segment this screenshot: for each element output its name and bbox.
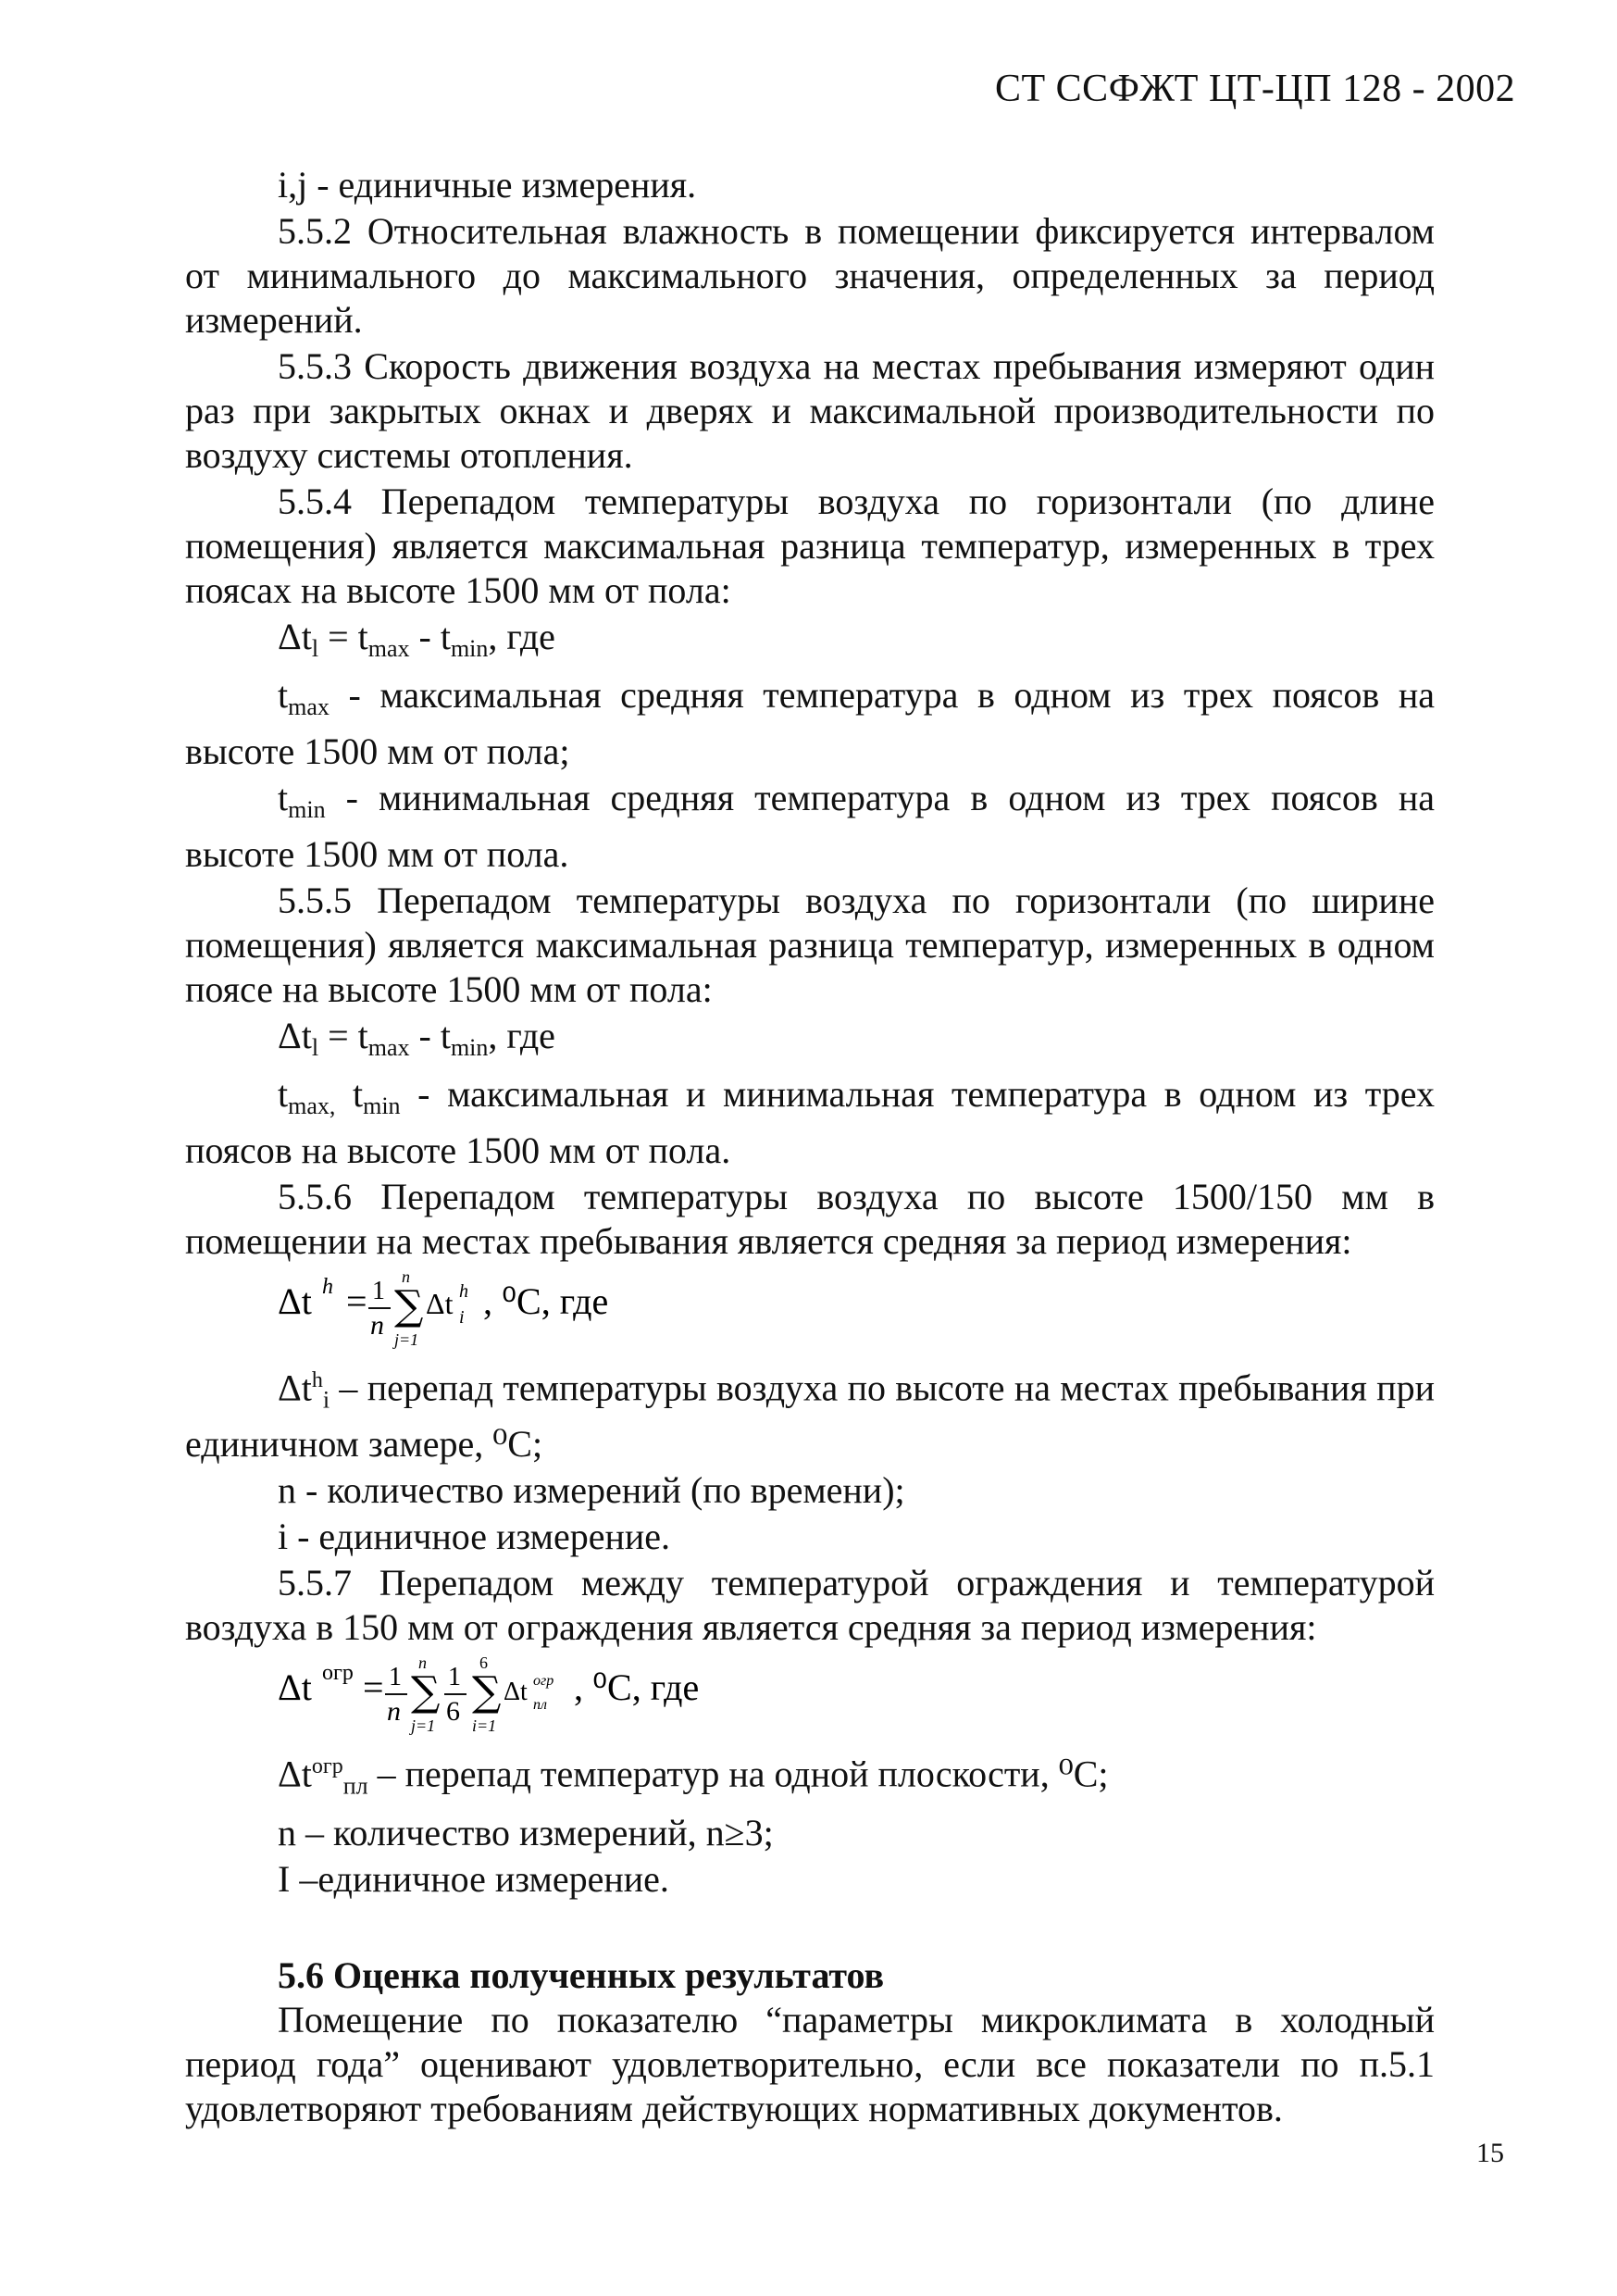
formula-text: , где xyxy=(488,616,555,657)
definition-delta-togr xyxy=(185,1744,1435,1808)
formula-lhs-sup: h xyxy=(322,1275,333,1299)
paragraph-5-5-6: 5.5.6 Перепадом температуры воздуха по высоте 1500/150 мм в помещении на местах пребывания является средняя за период измерения: xyxy=(185,1176,1435,1262)
definition-text: - минимальная средняя температура в одном из трех поясов на высоте 1500 мм от пола. xyxy=(185,777,1436,875)
formula-numerator: 1 xyxy=(448,1663,461,1692)
formula-5-5-7-graphic xyxy=(278,1653,759,1736)
definition-symbol: t xyxy=(278,674,289,716)
formula-denominator: n xyxy=(370,1310,384,1341)
definition-delta-th xyxy=(185,1358,1435,1466)
formula-lhs: Δt xyxy=(278,1280,312,1322)
formula-symbol: Δt xyxy=(278,616,312,657)
definition-n-5-5-7: n – количество измерений, n≥3; xyxy=(278,1811,774,1853)
summation-symbol: ∑ xyxy=(472,1668,502,1716)
definition-text: - максимальная средняя температура в одном из трех поясов на высоте 1500 мм от пола; xyxy=(185,674,1436,772)
formula-subscript: min xyxy=(450,1034,489,1061)
formula-5-5-5 xyxy=(185,1014,1435,1070)
formula-5-5-4 xyxy=(185,615,1435,671)
definition-i-5-5-7: I –единичное измерение. xyxy=(278,1857,669,1900)
formula-5-5-6 xyxy=(278,1267,1435,1349)
definition-subscript: max xyxy=(288,693,330,720)
formula-text: = t xyxy=(328,1015,368,1056)
page-number: 15 xyxy=(1476,2138,1504,2168)
formula-term-sub: i xyxy=(459,1307,465,1328)
definition-tmax xyxy=(185,673,1435,774)
formula-term-sup: h xyxy=(459,1281,468,1302)
sum-lower-limit: j=1 xyxy=(394,1330,419,1349)
definition-sup: h xyxy=(311,1368,323,1392)
formula-subscript: max xyxy=(367,1034,410,1061)
definition-subscript: пл xyxy=(342,1772,368,1800)
formula-denominator: n xyxy=(387,1696,401,1728)
summation-symbol: ∑ xyxy=(411,1668,441,1716)
formula-denominator: 6 xyxy=(446,1696,460,1728)
definition-symbol: Δt xyxy=(278,1753,312,1795)
sum-upper-limit: n xyxy=(402,1267,410,1286)
definition-text: - максимальная и минимальная температура в одном из трех поясов на высоте 1500 мм от пола. xyxy=(185,1073,1435,1171)
definition-symbol: Δt xyxy=(278,1366,312,1409)
paragraph-5-5-2: 5.5.2 Относительная влажность в помещении фиксируется интервалом от минимального до максимального значения, определенных за период измерений. xyxy=(185,210,1435,341)
formula-subscript: l xyxy=(311,635,319,662)
summation-symbol: ∑ xyxy=(394,1282,424,1329)
formula-numerator: 1 xyxy=(389,1663,402,1692)
sum-lower-limit: i=1 xyxy=(472,1716,497,1736)
formula-term: Δt xyxy=(426,1287,454,1320)
paragraph-5-5-4: 5.5.4 Перепадом температуры воздуха по горизонтали (по длине помещения) является максимальная разница температур, измеренных в трех поясах на высоте 1500 мм от пола: xyxy=(185,480,1435,611)
definition-tmax-tmin xyxy=(185,1072,1435,1173)
paragraph-5-5-7: 5.5.7 Перепадом между температурой ограждения и температурой воздуха в 150 мм от ограждения является средняя за период измерения: xyxy=(185,1562,1435,1649)
formula-lhs-sup: огр xyxy=(322,1661,354,1686)
definition-symbol: t xyxy=(335,1073,364,1115)
definition-tmin xyxy=(185,776,1435,877)
definition-i-5-5-6: i - единичное измерение. xyxy=(278,1516,671,1558)
formula-text: - t xyxy=(418,616,451,657)
formula-text: - t xyxy=(418,1015,451,1056)
section-heading-5-6: 5.6 Оценка полученных результатов xyxy=(278,1953,885,1996)
paragraph-5-6: Помещение по показателю “параметры микроклимата в холодный период года” оценивают удовлетворительно, если все показатели по п.5.1 удовлетворяют требованиям действующих нормативных документов. xyxy=(185,1998,1435,2129)
formula-5-5-7 xyxy=(278,1653,1435,1736)
formula-term-sub: пл xyxy=(533,1697,547,1714)
formula-tail: , ⁰С, где xyxy=(483,1280,609,1322)
definition-sup: огр xyxy=(311,1754,343,1779)
formula-subscript: max xyxy=(367,635,410,662)
formula-equals: = xyxy=(346,1280,367,1322)
definition-subscript: min xyxy=(363,1092,401,1119)
formula-5-5-6-graphic xyxy=(278,1267,666,1349)
formula-term: Δt xyxy=(504,1678,528,1707)
formula-term-sup: огр xyxy=(533,1673,554,1690)
formula-numerator: 1 xyxy=(372,1277,385,1305)
formula-subscript: min xyxy=(450,635,489,662)
document-body xyxy=(185,163,1435,2133)
definition-subscript: max, xyxy=(288,1092,336,1119)
sum-upper-limit: n xyxy=(418,1653,427,1673)
definition-n-5-5-6: n - количество измерений (по времени); xyxy=(278,1469,905,1512)
formula-text: , где xyxy=(488,1015,555,1056)
sum-lower-limit: j=1 xyxy=(411,1716,436,1736)
definition-text: – перепад температур на одной плоскости, ⁰С; xyxy=(367,1753,1109,1795)
sum-upper-limit: 6 xyxy=(479,1653,488,1673)
document-code-header: СТ ССФЖТ ЦТ-ЦП 128 - 2002 xyxy=(995,68,1516,110)
formula-subscript: l xyxy=(311,1034,319,1061)
definition-text: – перепад температуры воздуха по высоте на местах пребывания при единичном замере, ⁰С; xyxy=(185,1366,1435,1466)
paragraph-5-5-5: 5.5.5 Перепадом температуры воздуха по горизонтали (по ширине помещения) является максимальная разница температур, измеренных в одном поясе на высоте 1500 мм от пола: xyxy=(185,880,1435,1010)
paragraph-5-5-3: 5.5.3 Скорость движения воздуха на местах пребывания измеряют один раз при закрытых окнах и дверях и максимальной производительности по воздуху системы отопления. xyxy=(185,345,1435,476)
formula-lhs: Δt xyxy=(278,1666,312,1709)
definition-symbol: t xyxy=(278,1073,289,1115)
formula-tail: , ⁰С, где xyxy=(574,1666,700,1709)
definition-subscript: i xyxy=(322,1386,330,1414)
formula-equals: = xyxy=(363,1666,384,1709)
paragraph-ij: i,j - единичные измерения. xyxy=(278,164,697,206)
formula-symbol: Δt xyxy=(278,1015,312,1056)
definition-subscript: min xyxy=(288,796,326,823)
formula-text: = t xyxy=(328,616,368,657)
definition-symbol: t xyxy=(278,777,289,818)
